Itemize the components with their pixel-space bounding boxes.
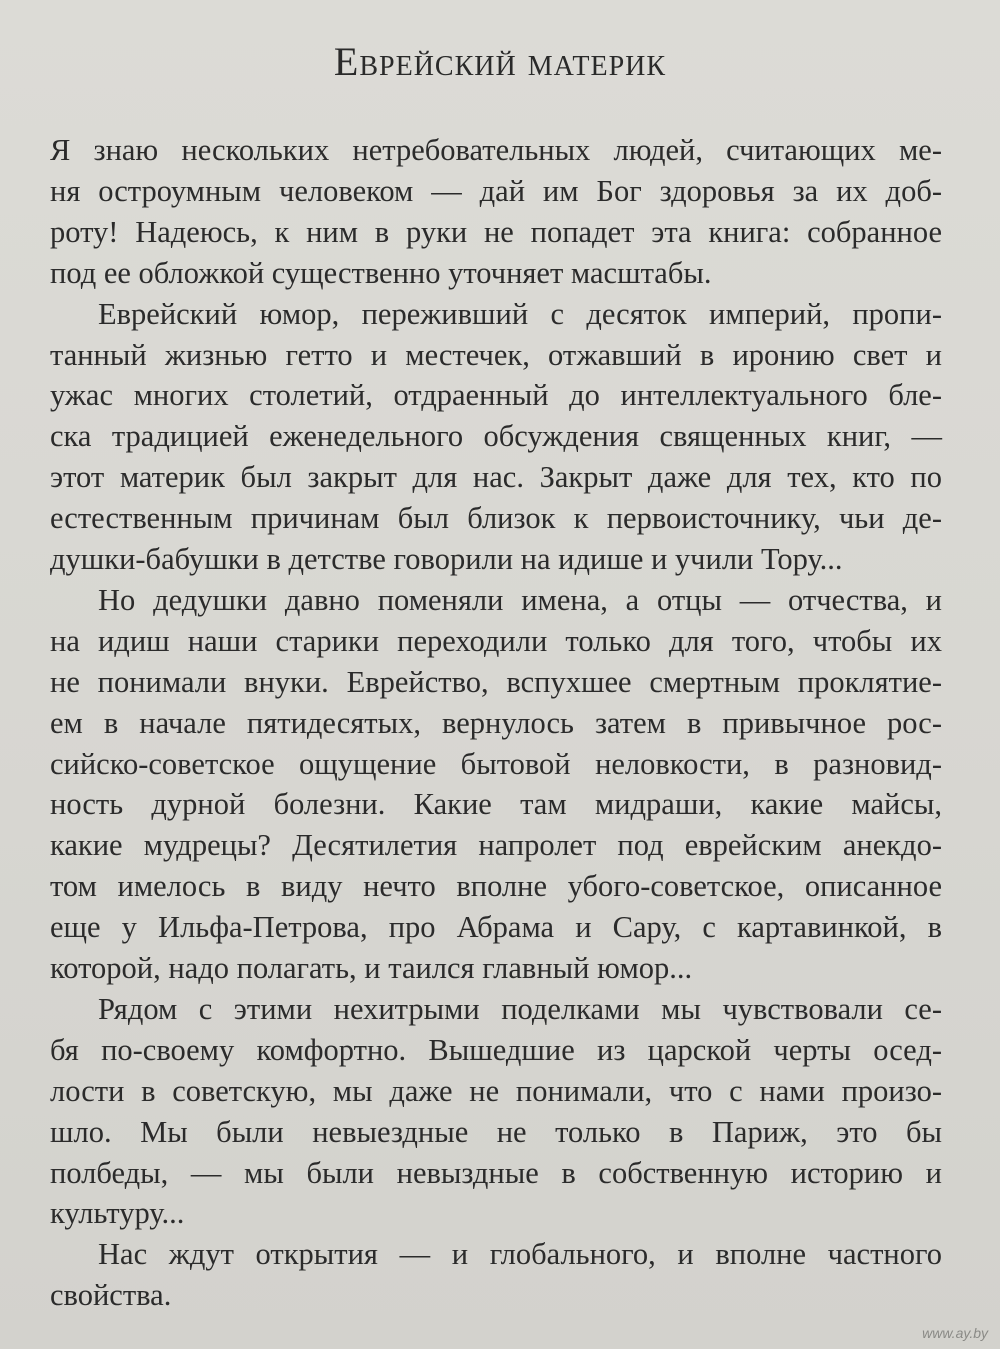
text-line: не понимали внуки. Еврейство, вспухшее смертным проклятие- — [50, 664, 942, 699]
text-line: сийско-советское ощущение бытовой неловкости, в разновид- — [50, 746, 942, 781]
text-line: ска традицией еженедельного обсуждения священных книг, — — [50, 419, 942, 454]
text-line: Нас ждут открытия — и глобального, и вполне частного — [98, 1237, 942, 1272]
text-line: роту! Надеюсь, к ним в руки не попадет эта книга: собранное — [50, 214, 942, 249]
text-line: еще у Ильфа-Петрова, про Абрама и Сару, с картавинкой, в — [50, 910, 942, 945]
text-line: ня остроумным человеком — дай им Бог здоровья за их доб- — [50, 173, 942, 208]
chapter-title: Еврейский материк — [333, 39, 667, 84]
text-line: шло. Мы были невыездные не только в Париж, это бы — [50, 1114, 942, 1149]
text-line: том имелось в виду нечто вполне убого-советское, описанное — [50, 869, 942, 904]
text-line: лости в советскую, мы даже не понимали, что с нами произо- — [50, 1073, 942, 1108]
text-line: культуру... — [50, 1196, 185, 1231]
watermark: www.ay.by — [922, 1325, 988, 1341]
text-line: естественным причинам был близок к первоисточнику, чьи де- — [50, 501, 942, 536]
text-line: полбеды, — мы были невыздные в собственную историю и — [50, 1155, 942, 1190]
text-line: под ее обложкой существенно уточняет масштабы. — [50, 255, 712, 290]
text-line: Но дедушки давно поменяли имена, а отцы — отчества, и — [98, 582, 942, 617]
text-line: ужас многих столетий, отдраенный до интеллектуального бле- — [50, 378, 942, 413]
text-line: на идиш наши старики переходили только для того, чтобы их — [50, 623, 942, 658]
text-line: танный жизнью гетто и местечек, отжавший в иронию свет и — [50, 337, 942, 372]
text-line: ем в начале пятидесятых, вернулось затем в привычное рос- — [50, 705, 942, 740]
text-line: этот материк был закрыт для нас. Закрыт даже для тех, кто по — [50, 460, 942, 495]
text-line: свойства. — [50, 1278, 172, 1313]
text-line: Я знаю нескольких нетребовательных людей, считающих ме- — [50, 133, 942, 167]
text-line: Рядом с этими нехитрыми поделками мы чувствовали се- — [98, 991, 942, 1026]
text-line: ность дурной болезни. Какие там мидраши, какие майсы, — [50, 787, 942, 822]
text-line: бя по-своему комфортно. Вышедшие из царской черты осед- — [50, 1032, 942, 1067]
text-line: которой, надо полагать, и таился главный юмор... — [50, 951, 693, 985]
text-line: Еврейский юмор, переживший с десяток империй, пропи- — [98, 296, 942, 331]
text-line: какие мудрецы? Десятилетия напролет под еврейским анекдо- — [50, 828, 942, 863]
text-line: душки-бабушки в детстве говорили на идише и учили Тору... — [50, 542, 843, 576]
